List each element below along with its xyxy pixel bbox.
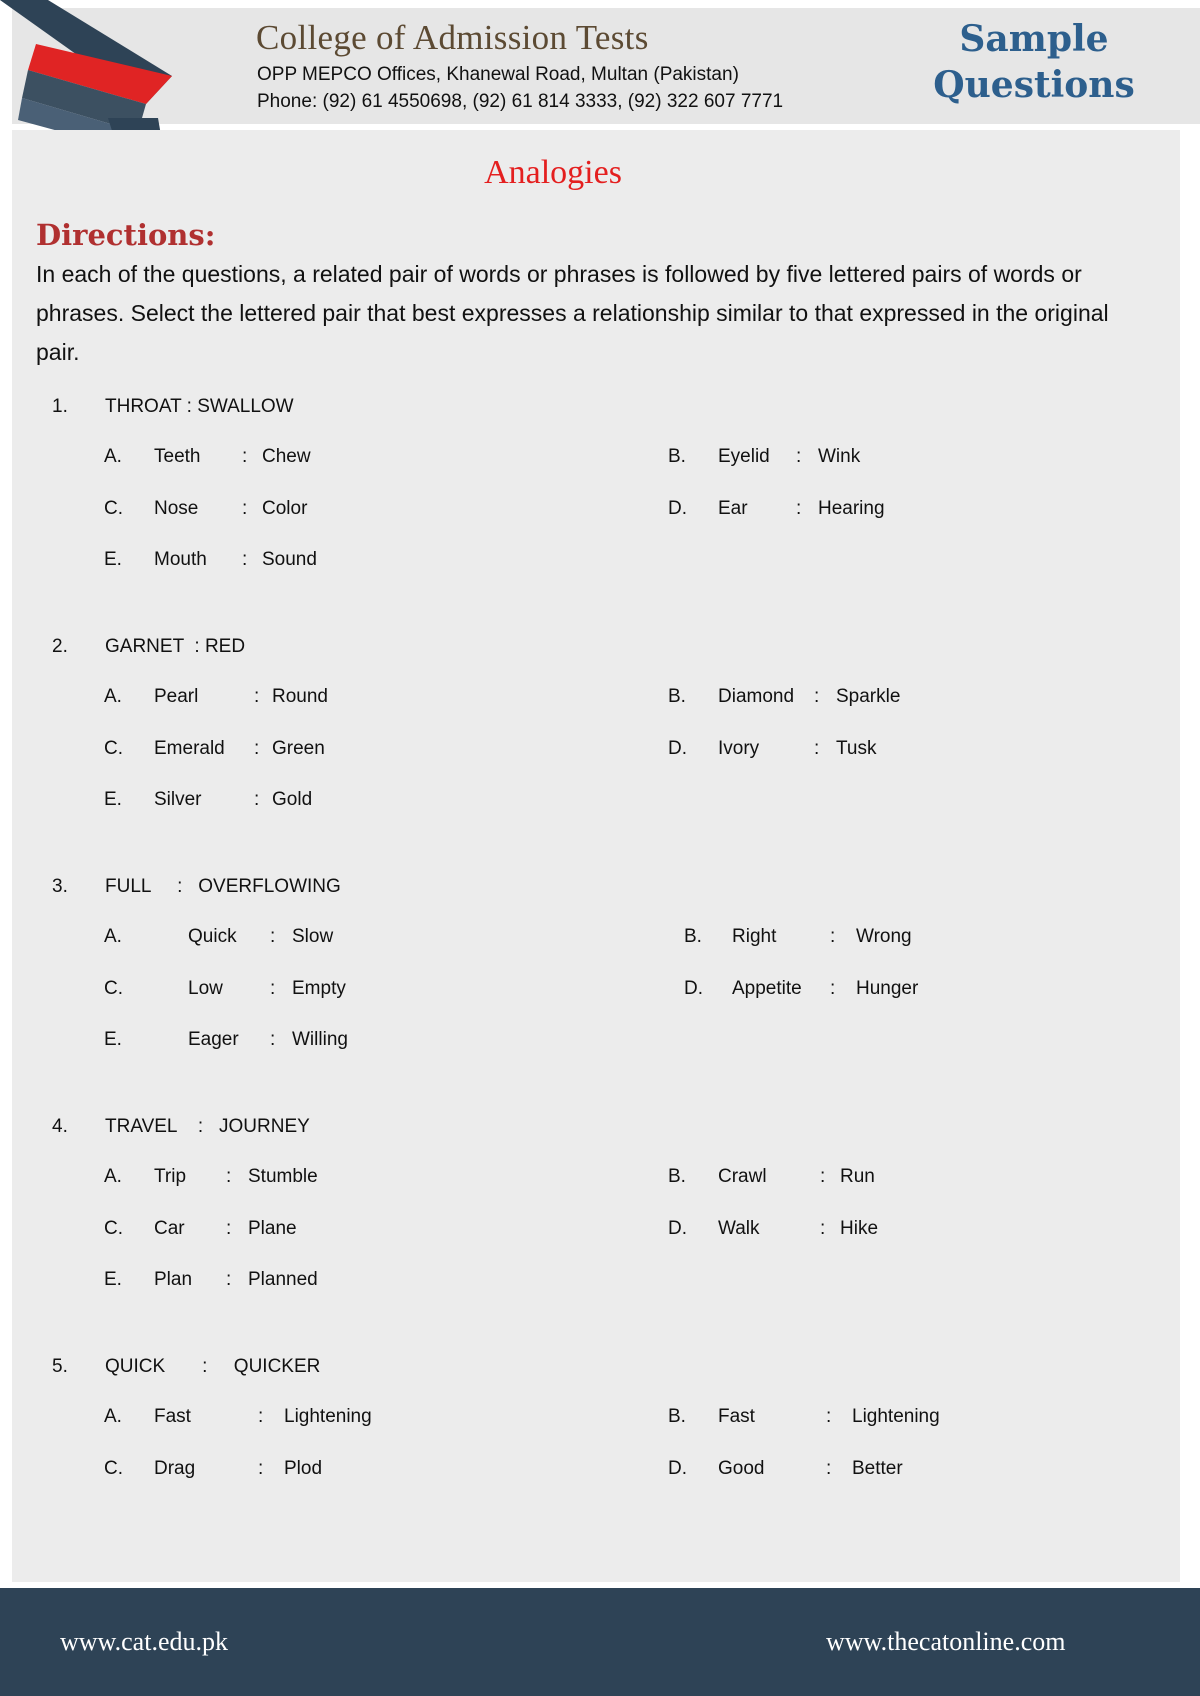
option-left-word: Emerald	[154, 738, 225, 759]
question-stem: QUICK : QUICKER	[105, 1356, 321, 1377]
option-letter: A.	[104, 926, 122, 947]
option-right-word: Gold	[272, 789, 313, 810]
option-separator: :	[258, 1406, 264, 1427]
option-left-word: Car	[154, 1218, 185, 1239]
option-left-word: Fast	[154, 1406, 191, 1427]
college-phone: Phone: (92) 61 4550698, (92) 61 814 3333, (92) 322 607 7771	[257, 91, 784, 112]
option-right-word: Green	[272, 738, 325, 759]
option-left-word: Eager	[188, 1029, 239, 1050]
option-right-word: Plod	[284, 1458, 323, 1479]
footer-link-thecatonline[interactable]: www.thecatonline.com	[826, 1627, 1066, 1656]
question-number: 5.	[52, 1356, 68, 1377]
option-separator: :	[814, 738, 820, 759]
option-letter: D.	[668, 1458, 687, 1479]
option-letter: D.	[668, 738, 687, 759]
option-letter: A.	[104, 1406, 122, 1427]
option-left-word: Quick	[188, 926, 237, 947]
option-right-word: Color	[262, 498, 308, 519]
option-separator: :	[796, 446, 802, 467]
option-left-word: Appetite	[732, 978, 802, 999]
option-separator: :	[270, 926, 276, 947]
option-right-word: Hunger	[856, 978, 919, 999]
question-item	[0, 1356, 1200, 1556]
option-separator: :	[820, 1218, 826, 1239]
option-left-word: Nose	[154, 498, 199, 519]
option-right-word: Better	[852, 1458, 903, 1479]
option-separator: :	[820, 1166, 826, 1187]
option-separator: :	[226, 1166, 232, 1187]
option-right-word: Hearing	[818, 498, 885, 519]
question-stem: FULL : OVERFLOWING	[105, 876, 341, 897]
option-left-word: Diamond	[718, 686, 795, 707]
option-letter: A.	[104, 446, 122, 467]
option-letter: B.	[668, 1166, 686, 1187]
option-letter: D.	[668, 498, 687, 519]
option-right-word: Round	[272, 686, 328, 707]
option-separator: :	[826, 1458, 832, 1479]
option-separator: :	[242, 498, 248, 519]
option-separator: :	[242, 446, 248, 467]
option-left-word: Eyelid	[718, 446, 770, 467]
option-right-word: Wink	[818, 446, 861, 467]
question-number: 2.	[52, 636, 68, 657]
option-right-word: Empty	[292, 978, 346, 999]
question-stem: GARNET : RED	[105, 636, 246, 657]
option-letter: E.	[104, 1269, 122, 1290]
option-right-word: Tusk	[836, 738, 877, 759]
option-right-word: Hike	[840, 1218, 879, 1239]
option-separator: :	[814, 686, 820, 707]
option-letter: C.	[104, 498, 123, 519]
question-stem: THROAT : SWALLOW	[105, 396, 294, 417]
option-letter: B.	[668, 446, 686, 467]
option-letter: B.	[684, 926, 702, 947]
directions-text: In each of the questions, a related pair of words or phrases is followed by five lettered pairs of words or phrases. Select the lettered pair that best expresses a relationship similar to that expressed in the original pair.	[36, 261, 1109, 365]
directions-heading: Directions:	[36, 218, 216, 252]
option-right-word: Sound	[262, 549, 317, 570]
option-left-word: Drag	[154, 1458, 196, 1479]
option-left-word: Plan	[154, 1269, 193, 1290]
option-separator: :	[258, 1458, 264, 1479]
question-item	[0, 636, 1200, 836]
option-letter: C.	[104, 1218, 123, 1239]
option-letter: B.	[668, 686, 686, 707]
option-right-word: Slow	[292, 926, 334, 947]
option-separator: :	[830, 978, 836, 999]
option-left-word: Fast	[718, 1406, 755, 1427]
option-right-word: Willing	[292, 1029, 348, 1050]
option-right-word: Wrong	[856, 926, 912, 947]
option-separator: :	[254, 738, 260, 759]
option-left-word: Ivory	[718, 738, 760, 759]
option-letter: B.	[668, 1406, 686, 1427]
option-letter: C.	[104, 978, 123, 999]
option-letter: A.	[104, 686, 122, 707]
option-letter: E.	[104, 1029, 122, 1050]
option-separator: :	[254, 789, 260, 810]
option-left-word: Pearl	[154, 686, 199, 707]
page-title: Analogies	[484, 154, 622, 191]
option-separator: :	[270, 978, 276, 999]
option-left-word: Crawl	[718, 1166, 767, 1187]
option-right-word: Lightening	[284, 1406, 372, 1427]
sample-questions-title	[914, 16, 1154, 108]
sample-title-line2: Questions	[933, 64, 1135, 106]
option-right-word: Lightening	[852, 1406, 940, 1427]
option-right-word: Chew	[262, 446, 311, 467]
option-separator: :	[226, 1269, 232, 1290]
question-number: 3.	[52, 876, 68, 897]
option-separator: :	[830, 926, 836, 947]
option-separator: :	[826, 1406, 832, 1427]
question-item	[0, 396, 1200, 596]
option-letter: E.	[104, 549, 122, 570]
college-address: OPP MEPCO Offices, Khanewal Road, Multan (Pakistan)	[257, 64, 739, 85]
option-left-word: Walk	[718, 1218, 760, 1239]
option-separator: :	[254, 686, 260, 707]
option-right-word: Run	[840, 1166, 875, 1187]
option-separator: :	[242, 549, 248, 570]
option-letter: E.	[104, 789, 122, 810]
option-letter: A.	[104, 1166, 122, 1187]
option-left-word: Ear	[718, 498, 748, 519]
question-item	[0, 876, 1200, 1076]
option-separator: :	[796, 498, 802, 519]
option-letter: C.	[104, 738, 123, 759]
option-letter: D.	[684, 978, 703, 999]
option-letter: C.	[104, 1458, 123, 1479]
option-letter: D.	[668, 1218, 687, 1239]
option-right-word: Planned	[248, 1269, 318, 1290]
option-separator: :	[270, 1029, 276, 1050]
option-left-word: Silver	[154, 789, 202, 810]
question-number: 4.	[52, 1116, 68, 1137]
question-item	[0, 1116, 1200, 1316]
college-name: College of Admission Tests	[256, 18, 649, 57]
option-left-word: Low	[188, 978, 223, 999]
footer-link-cat[interactable]: www.cat.edu.pk	[60, 1627, 228, 1656]
option-left-word: Mouth	[154, 549, 207, 570]
sample-title-line1: Sample	[959, 18, 1109, 60]
option-left-word: Right	[732, 926, 777, 947]
option-left-word: Teeth	[154, 446, 201, 467]
option-left-word: Trip	[154, 1166, 187, 1187]
question-stem: TRAVEL : JOURNEY	[105, 1116, 310, 1137]
question-number: 1.	[52, 396, 68, 417]
option-right-word: Plane	[248, 1218, 297, 1239]
option-left-word: Good	[718, 1458, 765, 1479]
option-right-word: Stumble	[248, 1166, 318, 1187]
option-separator: :	[226, 1218, 232, 1239]
option-right-word: Sparkle	[836, 686, 901, 707]
